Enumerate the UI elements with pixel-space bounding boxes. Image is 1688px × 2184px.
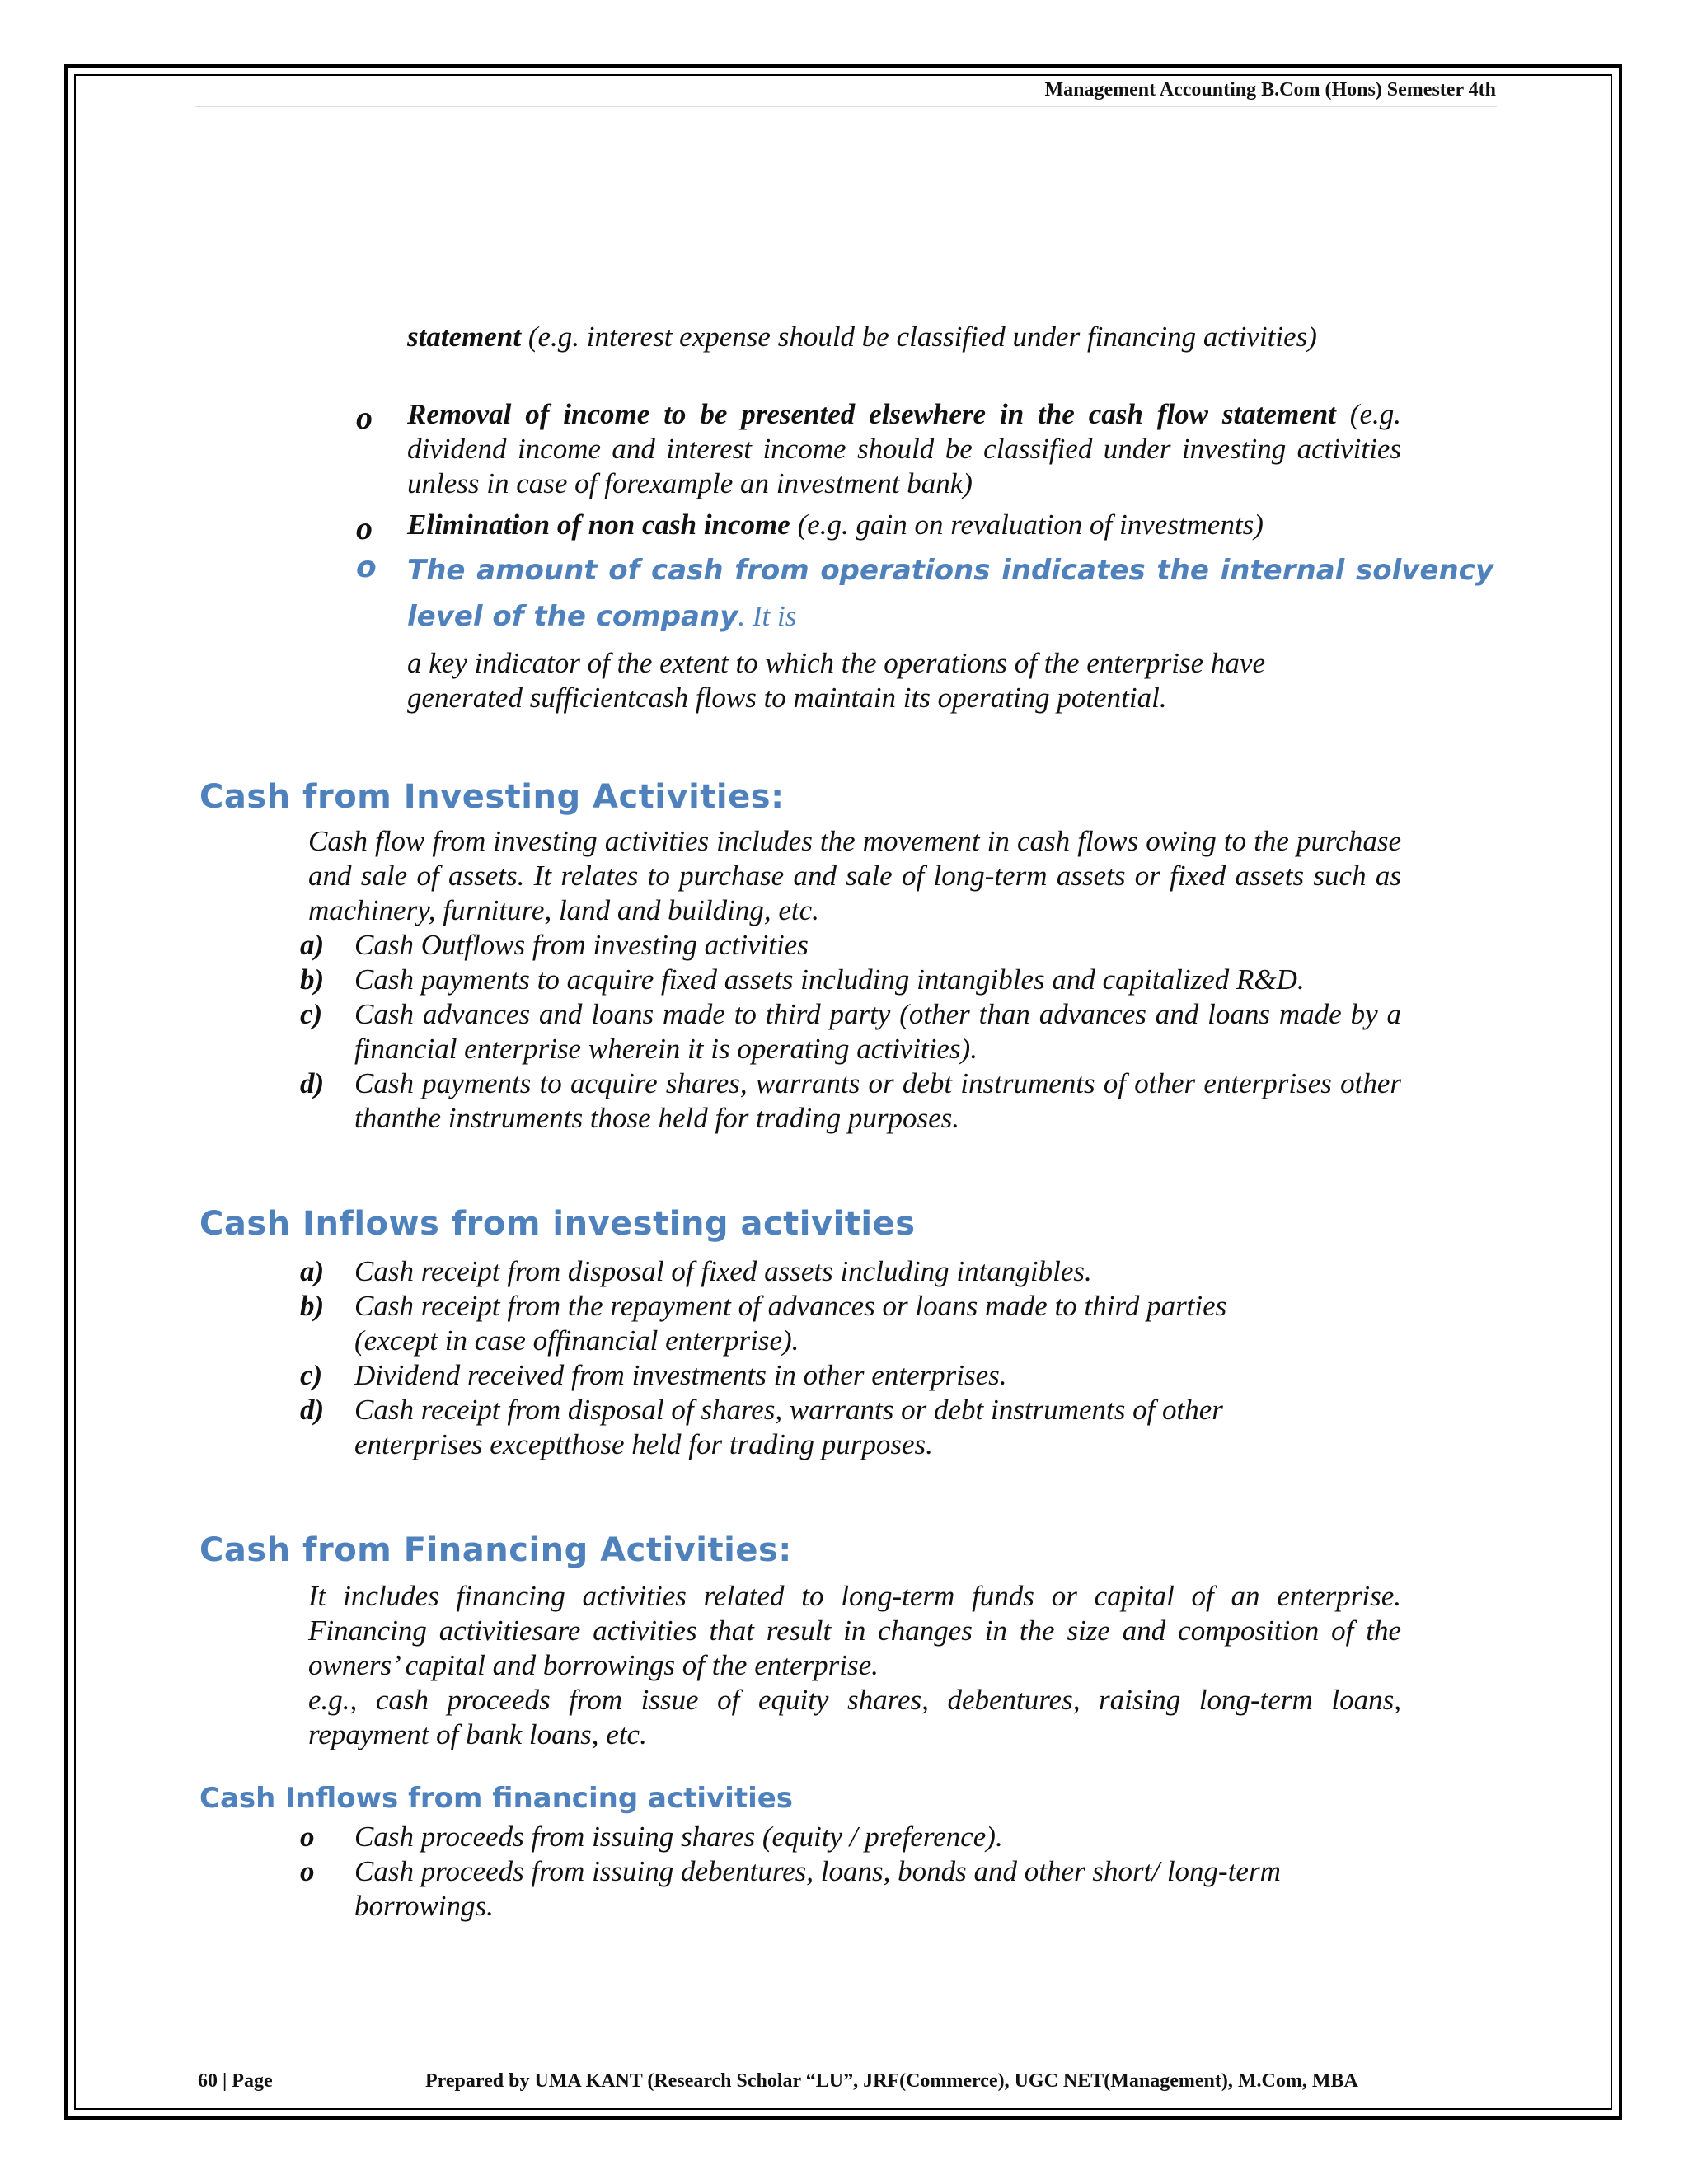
- page-number: 60 | Page: [198, 2070, 273, 2092]
- list-label: b): [300, 963, 325, 996]
- financing-example: e.g., cash proceeds from issue of equity shares, debentures, raising long-term loans, repayment of bank loans, etc.: [308, 1684, 1401, 1750]
- bullet-marker: o: [356, 509, 373, 546]
- list-item: [300, 1358, 1401, 1393]
- investing-paragraph: Cash flow from investing activities includes the movement in cash flows owing to the purchase and sale of assets. It relates to purchase and sale of long-term assets or fixed assets such as machinery, furniture, land and building, etc.: [308, 825, 1401, 926]
- list-bullet: o: [300, 1855, 315, 1887]
- list-text: Cash advances and loans made to third party (other than advances and loans made by a financial enterprise wherein it is operating activities).: [354, 998, 1401, 1065]
- list-label: d): [300, 1394, 325, 1426]
- list-label: a): [300, 929, 325, 961]
- list-label: c): [300, 1359, 323, 1391]
- bullet-removal-detail: (e.g. dividend income and interest income should be classified under investing activities unless in case of forexample an investment bank): [407, 398, 1401, 499]
- list-text: Cash proceeds from issuing shares (equity / preference).: [354, 1821, 1003, 1853]
- financing-paragraph: It includes financing activities related to long-term funds or capital of an enterprise. Financing activitiesare activities that result in changes in the size and composition of the owners’ capital and borrowings of the enterprise.: [308, 1580, 1401, 1681]
- list-item: [300, 997, 1401, 1066]
- continued-bullet-detail: (e.g. interest expense should be classified under financing activities): [521, 321, 1317, 353]
- bullet-elimination-bold: Elimination of non cash income: [407, 509, 790, 541]
- list-text: Cash payments to acquire fixed assets including intangibles and capitalized R&D.: [354, 963, 1305, 996]
- continued-bullet-bold: statement: [407, 321, 522, 353]
- list-label: a): [300, 1255, 325, 1287]
- bullet-marker: o: [356, 399, 373, 436]
- list-item: [300, 1254, 1401, 1289]
- amount-tail: . It is: [738, 600, 797, 632]
- bullet-removal-of-income: [407, 397, 1401, 501]
- header-rule: [195, 106, 1497, 107]
- bullet-marker-blue: o: [356, 551, 377, 584]
- bullet-elimination-non-cash: [407, 508, 1437, 542]
- list-item: [300, 963, 1401, 997]
- running-header: Management Accounting B.Com (Hons) Semester 4th: [1044, 79, 1496, 101]
- bullet-elimination-detail: (e.g. gain on revaluation of investments): [790, 509, 1264, 541]
- list-item: [300, 1854, 1401, 1924]
- list-text: Cash receipt from disposal of shares, warrants or debt instruments of other enterprises exceptthose held for trading purposes.: [354, 1394, 1223, 1460]
- heading-investing: Cash from Investing Activities:: [199, 778, 785, 816]
- heading-financing: Cash from Financing Activities:: [199, 1531, 792, 1569]
- list-text: Cash Outflows from investing activities: [354, 929, 809, 961]
- amount-emphasis: The amount of cash from operations indicates the internal solvency level of the company: [407, 554, 1493, 633]
- heading-inflows-financing: Cash Inflows from financing activities: [199, 1782, 794, 1815]
- list-label: b): [300, 1290, 325, 1322]
- bullet-removal-bold: Removal of income to be presented elsewhere in the cash flow statement: [407, 398, 1336, 430]
- continued-bullet-text: [407, 320, 1401, 354]
- list-text: Cash proceeds from issuing debentures, loans, bonds and other short/ long-term borrowings.: [354, 1855, 1281, 1922]
- list-bullet: o: [300, 1821, 315, 1853]
- list-text: Cash receipt from disposal of fixed assets including intangibles.: [354, 1255, 1092, 1287]
- list-item: [300, 1289, 1401, 1358]
- list-text: Cash receipt from the repayment of advances or loans made to third parties (except in case offinancial enterprise).: [354, 1290, 1227, 1357]
- list-label: d): [300, 1067, 325, 1099]
- list-item: [300, 928, 1401, 963]
- list-item: [300, 1820, 1401, 1854]
- list-item: [300, 1066, 1401, 1136]
- bullet-amount-of-cash: [407, 547, 1493, 640]
- amount-continuation: a key indicator of the extent to which the operations of the enterprise have generated sufficientcash flows to maintain its operating potential.: [407, 647, 1265, 714]
- list-text: Cash payments to acquire shares, warrants or debt instruments of other enterprises other thanthe instruments those held for trading purposes.: [354, 1067, 1401, 1134]
- footer-credit: Prepared by UMA KANT (Research Scholar “LU”, JRF(Commerce), UGC NET(Management), M.Com, MBA: [425, 2070, 1358, 2092]
- heading-inflows-investing: Cash Inflows from investing activities: [199, 1205, 916, 1243]
- list-label: c): [300, 998, 323, 1030]
- list-item: [300, 1393, 1401, 1462]
- list-text: Dividend received from investments in other enterprises.: [354, 1359, 1007, 1391]
